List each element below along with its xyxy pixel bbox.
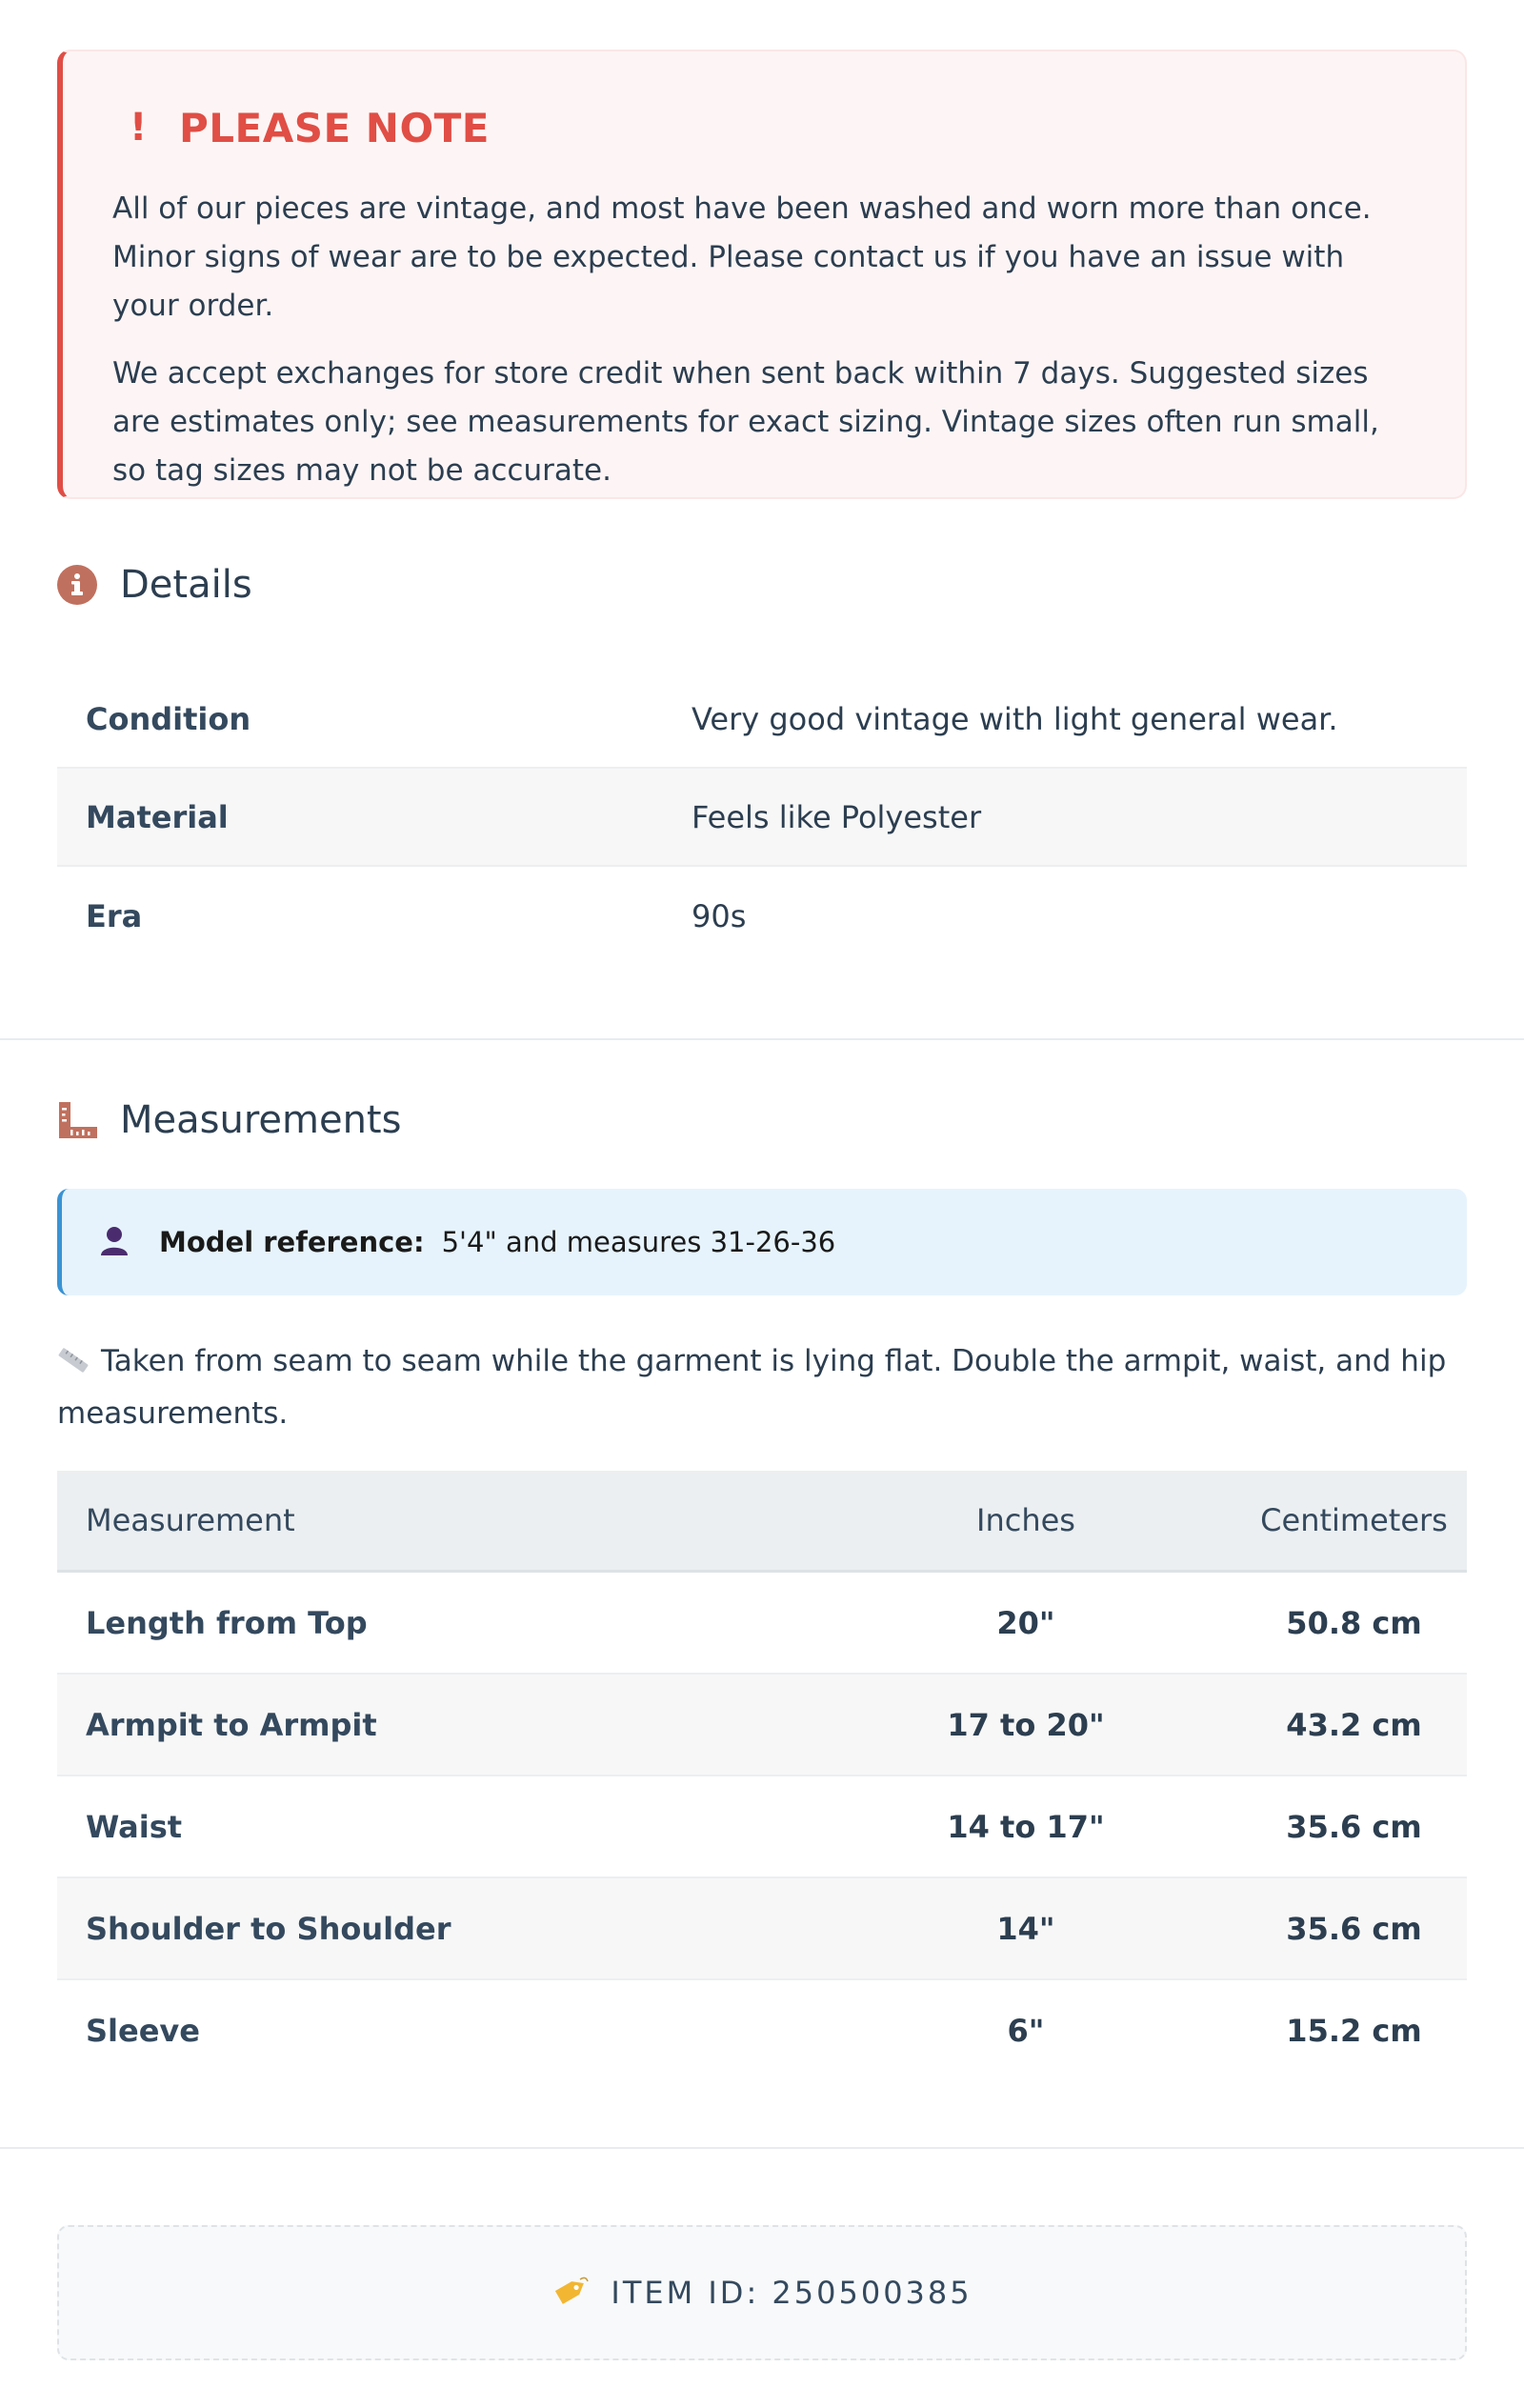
table-row xyxy=(57,1877,1467,1979)
measurement-name: Length from Top xyxy=(57,1572,811,1675)
measurement-inches: 14" xyxy=(811,1877,1241,1979)
ruler-icon xyxy=(57,1100,120,1140)
measurement-name: Shoulder to Shoulder xyxy=(57,1877,811,1979)
table-row xyxy=(57,1674,1467,1776)
measurement-cm: 35.6 cm xyxy=(1241,1776,1467,1877)
measurement-inches: 17 to 20" xyxy=(811,1674,1241,1776)
note-header xyxy=(112,99,1413,156)
column-header: Inches xyxy=(811,1471,1241,1572)
tag-icon xyxy=(551,2274,590,2312)
column-header: Measurement xyxy=(57,1471,811,1572)
details-value: Feels like Polyester xyxy=(692,798,982,835)
measurement-inches: 6" xyxy=(1007,2012,1045,2049)
note-paragraph-1: All of our pieces are vintage, and most have been washed and worn more than once. Minor signs of wear are to be expected. Please contact us if you have an issue with your order. xyxy=(112,191,1372,323)
measurement-note xyxy=(57,1337,1467,1438)
details-title: Details xyxy=(120,563,252,607)
measurement-cm: 15.2 cm xyxy=(1286,2012,1422,2049)
ruler-small-icon xyxy=(57,1341,90,1390)
exclamation-icon: ! xyxy=(130,106,148,150)
measurement-note-text: Taken from seam to seam while the garment is lying flat. Double the armpit, waist, and hip measurements. xyxy=(57,1344,1447,1431)
measurement-name: Waist xyxy=(57,1776,811,1877)
measurement-cm: 35.6 cm xyxy=(1241,1877,1467,1979)
model-reference-box xyxy=(57,1189,1467,1295)
measurement-cm: 50.8 cm xyxy=(1241,1572,1467,1675)
model-reference-value: 5'4" and measures 31-26-36 xyxy=(441,1226,836,1258)
table-header-row xyxy=(57,1471,1467,1572)
details-value: Very good vintage with light general wear. xyxy=(692,700,1338,737)
measurements-header xyxy=(57,1092,401,1149)
details-value: 90s xyxy=(692,897,747,934)
table-row xyxy=(57,1979,1467,2080)
info-circle-icon xyxy=(57,565,120,605)
table-row xyxy=(57,1572,1467,1675)
please-note-box xyxy=(57,50,1467,499)
details-header xyxy=(57,556,1467,613)
item-id-box xyxy=(57,2225,1467,2360)
measurement-name: Sleeve xyxy=(86,2012,200,2049)
measurements-title: Measurements xyxy=(120,1098,402,1142)
person-icon xyxy=(98,1224,130,1260)
column-header: Centimeters xyxy=(1241,1471,1467,1572)
measurement-name: Armpit to Armpit xyxy=(57,1674,811,1776)
details-label: Material xyxy=(86,798,229,835)
measurement-inches: 20" xyxy=(811,1572,1241,1675)
section-divider xyxy=(0,1038,1524,1040)
measurements-table xyxy=(57,1471,1467,2080)
note-title: PLEASE NOTE xyxy=(179,104,490,151)
table-row xyxy=(57,1776,1467,1877)
measurement-inches: 14 to 17" xyxy=(811,1776,1241,1877)
measurement-cm: 43.2 cm xyxy=(1241,1674,1467,1776)
model-reference-label: Model reference: xyxy=(159,1226,425,1258)
section-divider xyxy=(0,2147,1524,2149)
details-table xyxy=(57,671,1467,965)
details-label: Era xyxy=(86,897,143,934)
details-label: Condition xyxy=(86,700,251,737)
details-row-material xyxy=(57,769,1467,867)
item-id-text: ITEM ID: 250500385 xyxy=(611,2275,973,2311)
details-row-condition xyxy=(57,671,1467,769)
note-paragraph-2: We accept exchanges for store credit when sent back within 7 days. Suggested sizes are estimates only; see measurements for exact sizing. Vintage sizes often run small, so tag sizes may not be accurate. xyxy=(112,356,1379,488)
details-row-era xyxy=(57,867,1467,965)
